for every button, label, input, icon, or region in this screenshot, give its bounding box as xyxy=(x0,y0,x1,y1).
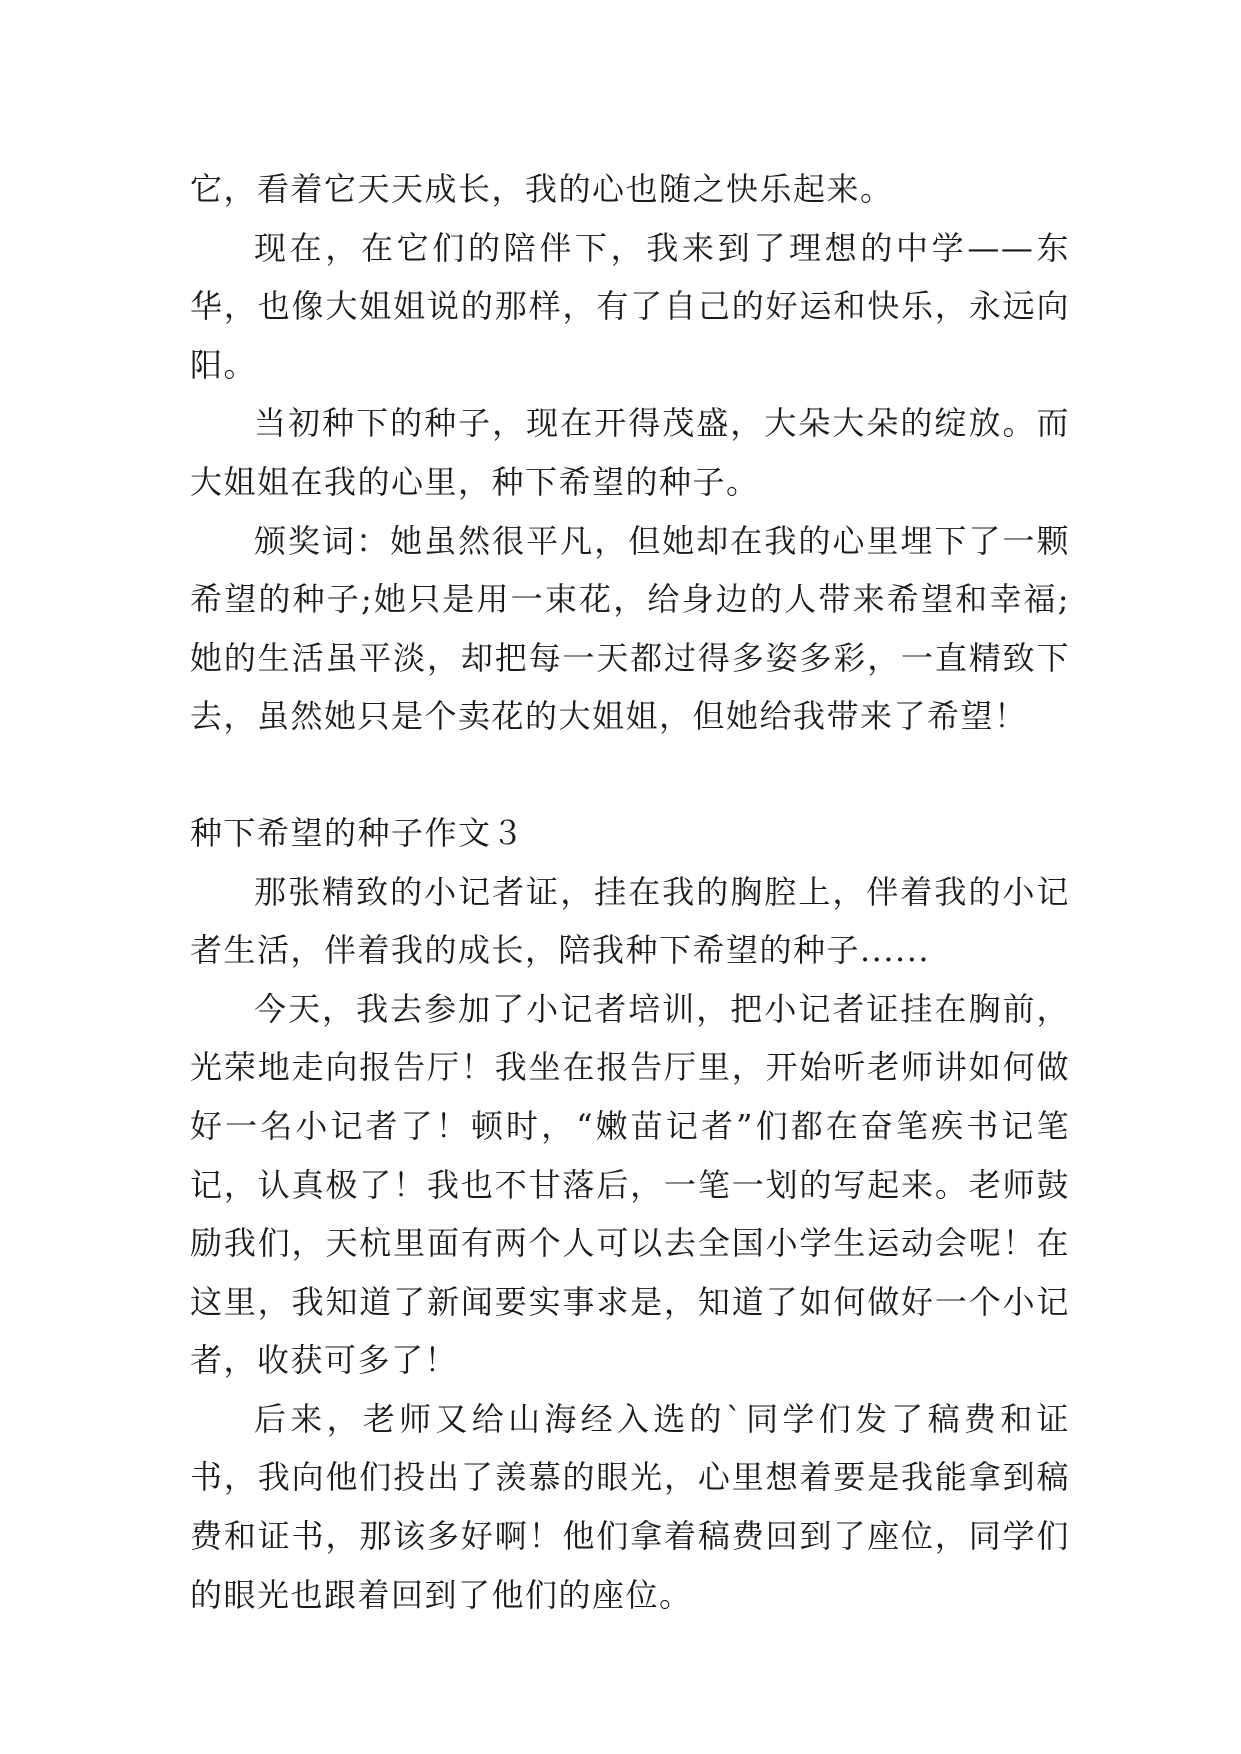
paragraph: 颁奖词：她虽然很平凡，但她却在我的心里埋下了一颗希望的种子;她只是用一束花，给身边的人带来希望和幸福;她的生活虽平淡，却把每一天都过得多姿多彩，一直精致下去，虽然她只是个卖花的大姐姐，但她给我带来了希望！ xyxy=(190,521,1070,736)
paragraph: 今天，我去参加了小记者培训，把小记者证挂在胸前，光荣地走向报告厅！我坐在报告厅里，开始听老师讲如何做好一名小记者了！顿时，“嫩苗记者”们都在奋笔疾书记笔记，认真极了！我也不甘落后，一笔一划的写起来。老师鼓励我们，天杭里面有两个人可以去全国小学生运动会呢！在这里，我知道了新闻要实事求是，知道了如何做好一个小记者，收获可多了！ xyxy=(190,989,1070,1380)
paragraph: 后来，老师又给山海经入选的`同学们发了稿费和证书，我向他们投出了羡慕的眼光，心里想着要是我能拿到稿费和证书，那该多好啊！他们拿着稿费回到了座位，同学们的眼光也跟着回到了他们的座位。 xyxy=(190,1399,1070,1614)
document-body xyxy=(190,160,1070,1624)
paragraph: 现在，在它们的陪伴下，我来到了理想的中学——东华，也像大姐姐说的那样，有了自己的好运和快乐，永远向阳。 xyxy=(190,228,1070,384)
paragraph: 那张精致的小记者证，挂在我的胸腔上，伴着我的小记者生活，伴着我的成长，陪我种下希望的种子...... xyxy=(190,872,1070,970)
section-title: 种下希望的种子作文３ xyxy=(190,813,526,852)
paragraph: 它，看着它天天成长，我的心也随之快乐起来。 xyxy=(190,170,894,208)
paragraph: 当初种下的种子，现在开得茂盛，大朵大朵的绽放。而大姐姐在我的心里，种下希望的种子。 xyxy=(190,404,1070,501)
